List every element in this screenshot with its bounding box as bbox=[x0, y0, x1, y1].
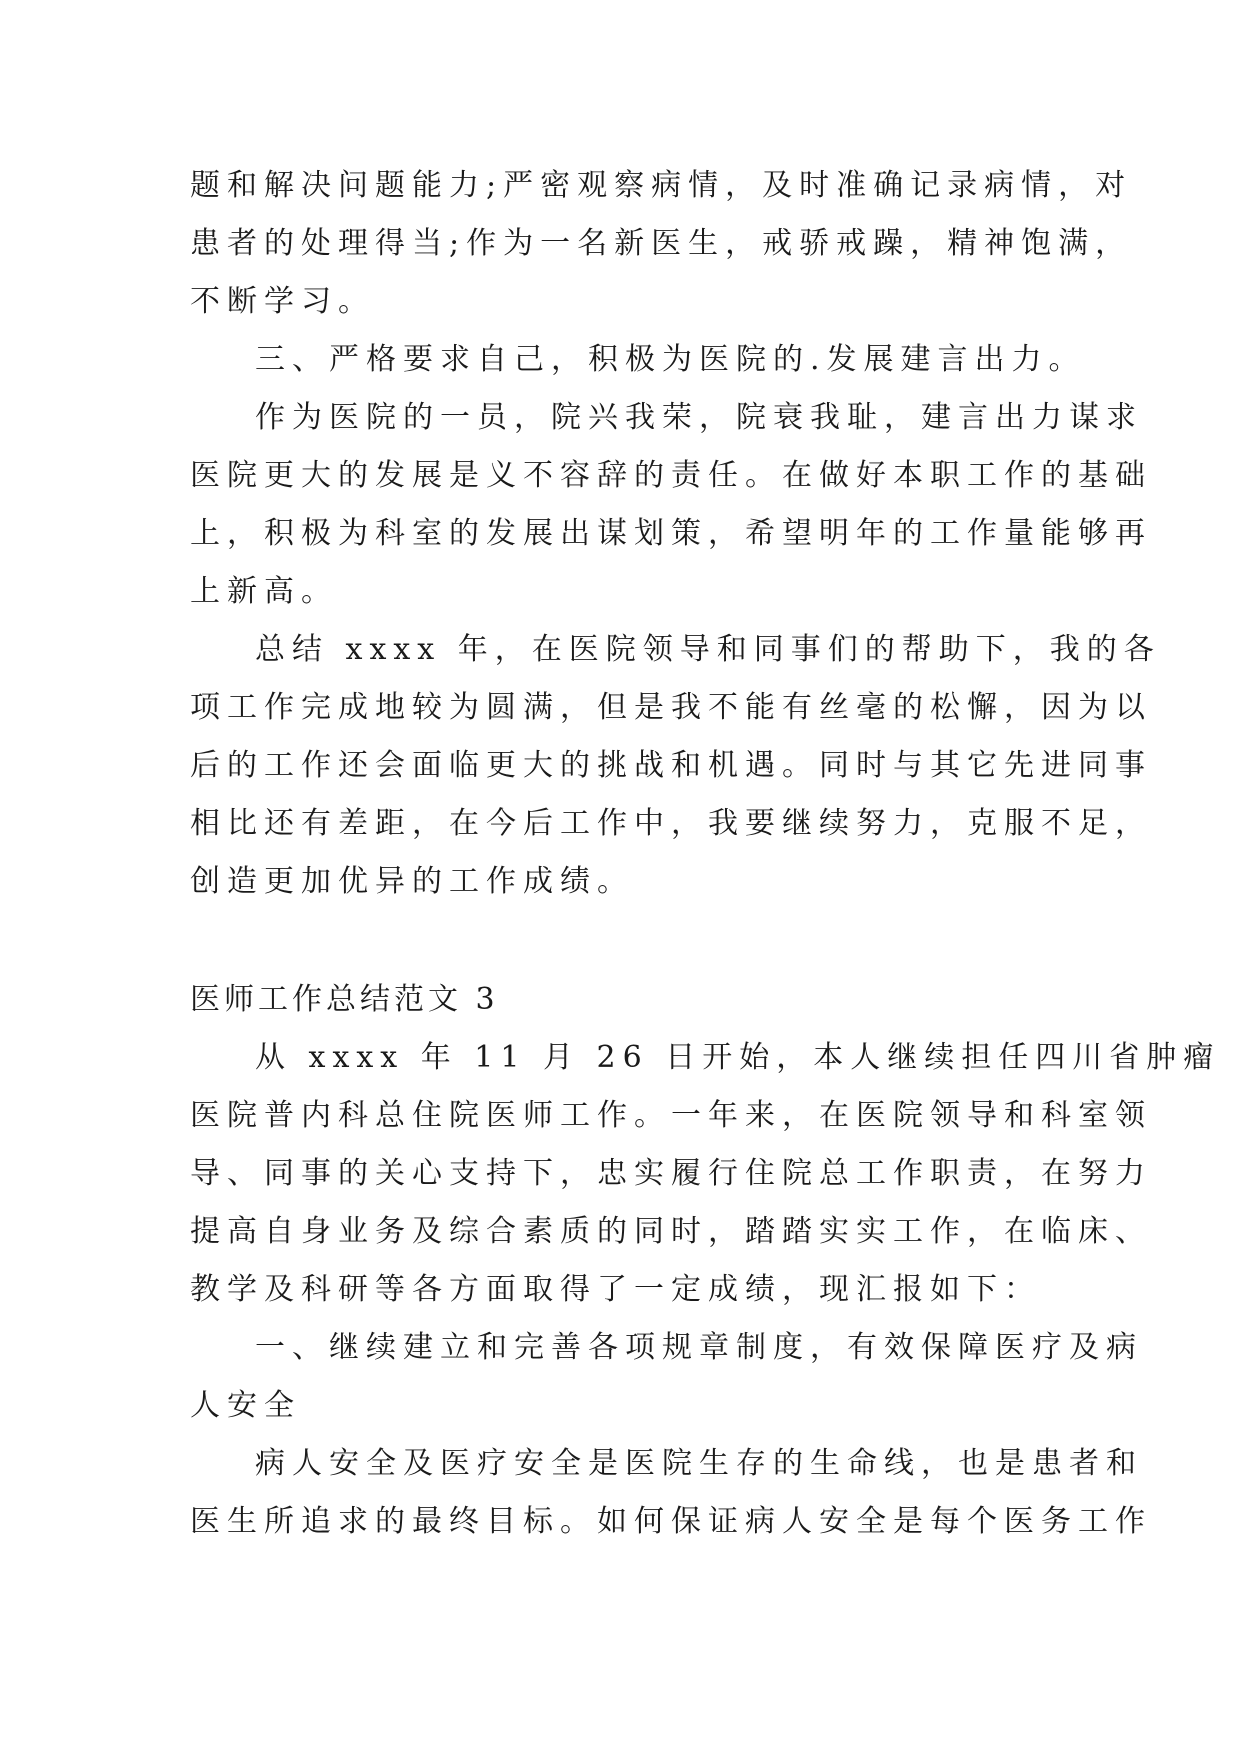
document-section-title: 医师工作总结范文 3 bbox=[190, 982, 499, 1017]
body-text-line: 不断学习。 bbox=[190, 284, 375, 319]
body-text-line: 题和解决问题能力;严密观察病情，及时准确记录病情，对 bbox=[190, 168, 1133, 203]
body-text-line: 病人安全及医疗安全是医院生存的生命线，也是患者和 bbox=[255, 1446, 1143, 1481]
body-text-line: 总结 xxxx 年，在医院领导和同事们的帮助下，我的各 bbox=[255, 632, 1161, 667]
body-text-line: 作为医院的一员，院兴我荣，院衰我耻，建言出力谋求 bbox=[255, 400, 1143, 435]
body-text-line: 相比还有差距，在今后工作中，我要继续努力，克服不足， bbox=[190, 806, 1152, 841]
body-text-line: 后的工作还会面临更大的挑战和机遇。同时与其它先进同事 bbox=[190, 748, 1152, 783]
body-text-line: 创造更加优异的工作成绩。 bbox=[190, 864, 634, 899]
body-text-line: 项工作完成地较为圆满，但是我不能有丝毫的松懈，因为以 bbox=[190, 690, 1152, 725]
section-heading-line: 三、严格要求自己，积极为医院的.发展建言出力。 bbox=[255, 342, 1086, 377]
body-text-line: 教学及科研等各方面取得了一定成绩，现汇报如下： bbox=[190, 1272, 1041, 1307]
section-heading-line: 一、继续建立和完善各项规章制度，有效保障医疗及病 bbox=[255, 1330, 1143, 1365]
body-text-line: 导、同事的关心支持下，忠实履行住院总工作职责，在努力 bbox=[190, 1156, 1152, 1191]
body-text-line: 上新高。 bbox=[190, 574, 338, 609]
section-heading-line: 人安全 bbox=[190, 1388, 301, 1423]
body-text-line: 上，积极为科室的发展出谋划策，希望明年的工作量能够再 bbox=[190, 516, 1152, 551]
body-text-line: 医生所追求的最终目标。如何保证病人安全是每个医务工作 bbox=[190, 1504, 1152, 1539]
body-text-line: 从 xxxx 年 11 月 26 日开始，本人继续担任四川省肿瘤 bbox=[255, 1040, 1221, 1075]
body-text-line: 提高自身业务及综合素质的同时，踏踏实实工作，在临床、 bbox=[190, 1214, 1152, 1249]
body-text-line: 医院普内科总住院医师工作。一年来，在医院领导和科室领 bbox=[190, 1098, 1152, 1133]
body-text-line: 医院更大的发展是义不容辞的责任。在做好本职工作的基础 bbox=[190, 458, 1152, 493]
body-text-line: 患者的处理得当;作为一名新医生，戒骄戒躁，精神饱满， bbox=[190, 226, 1133, 261]
